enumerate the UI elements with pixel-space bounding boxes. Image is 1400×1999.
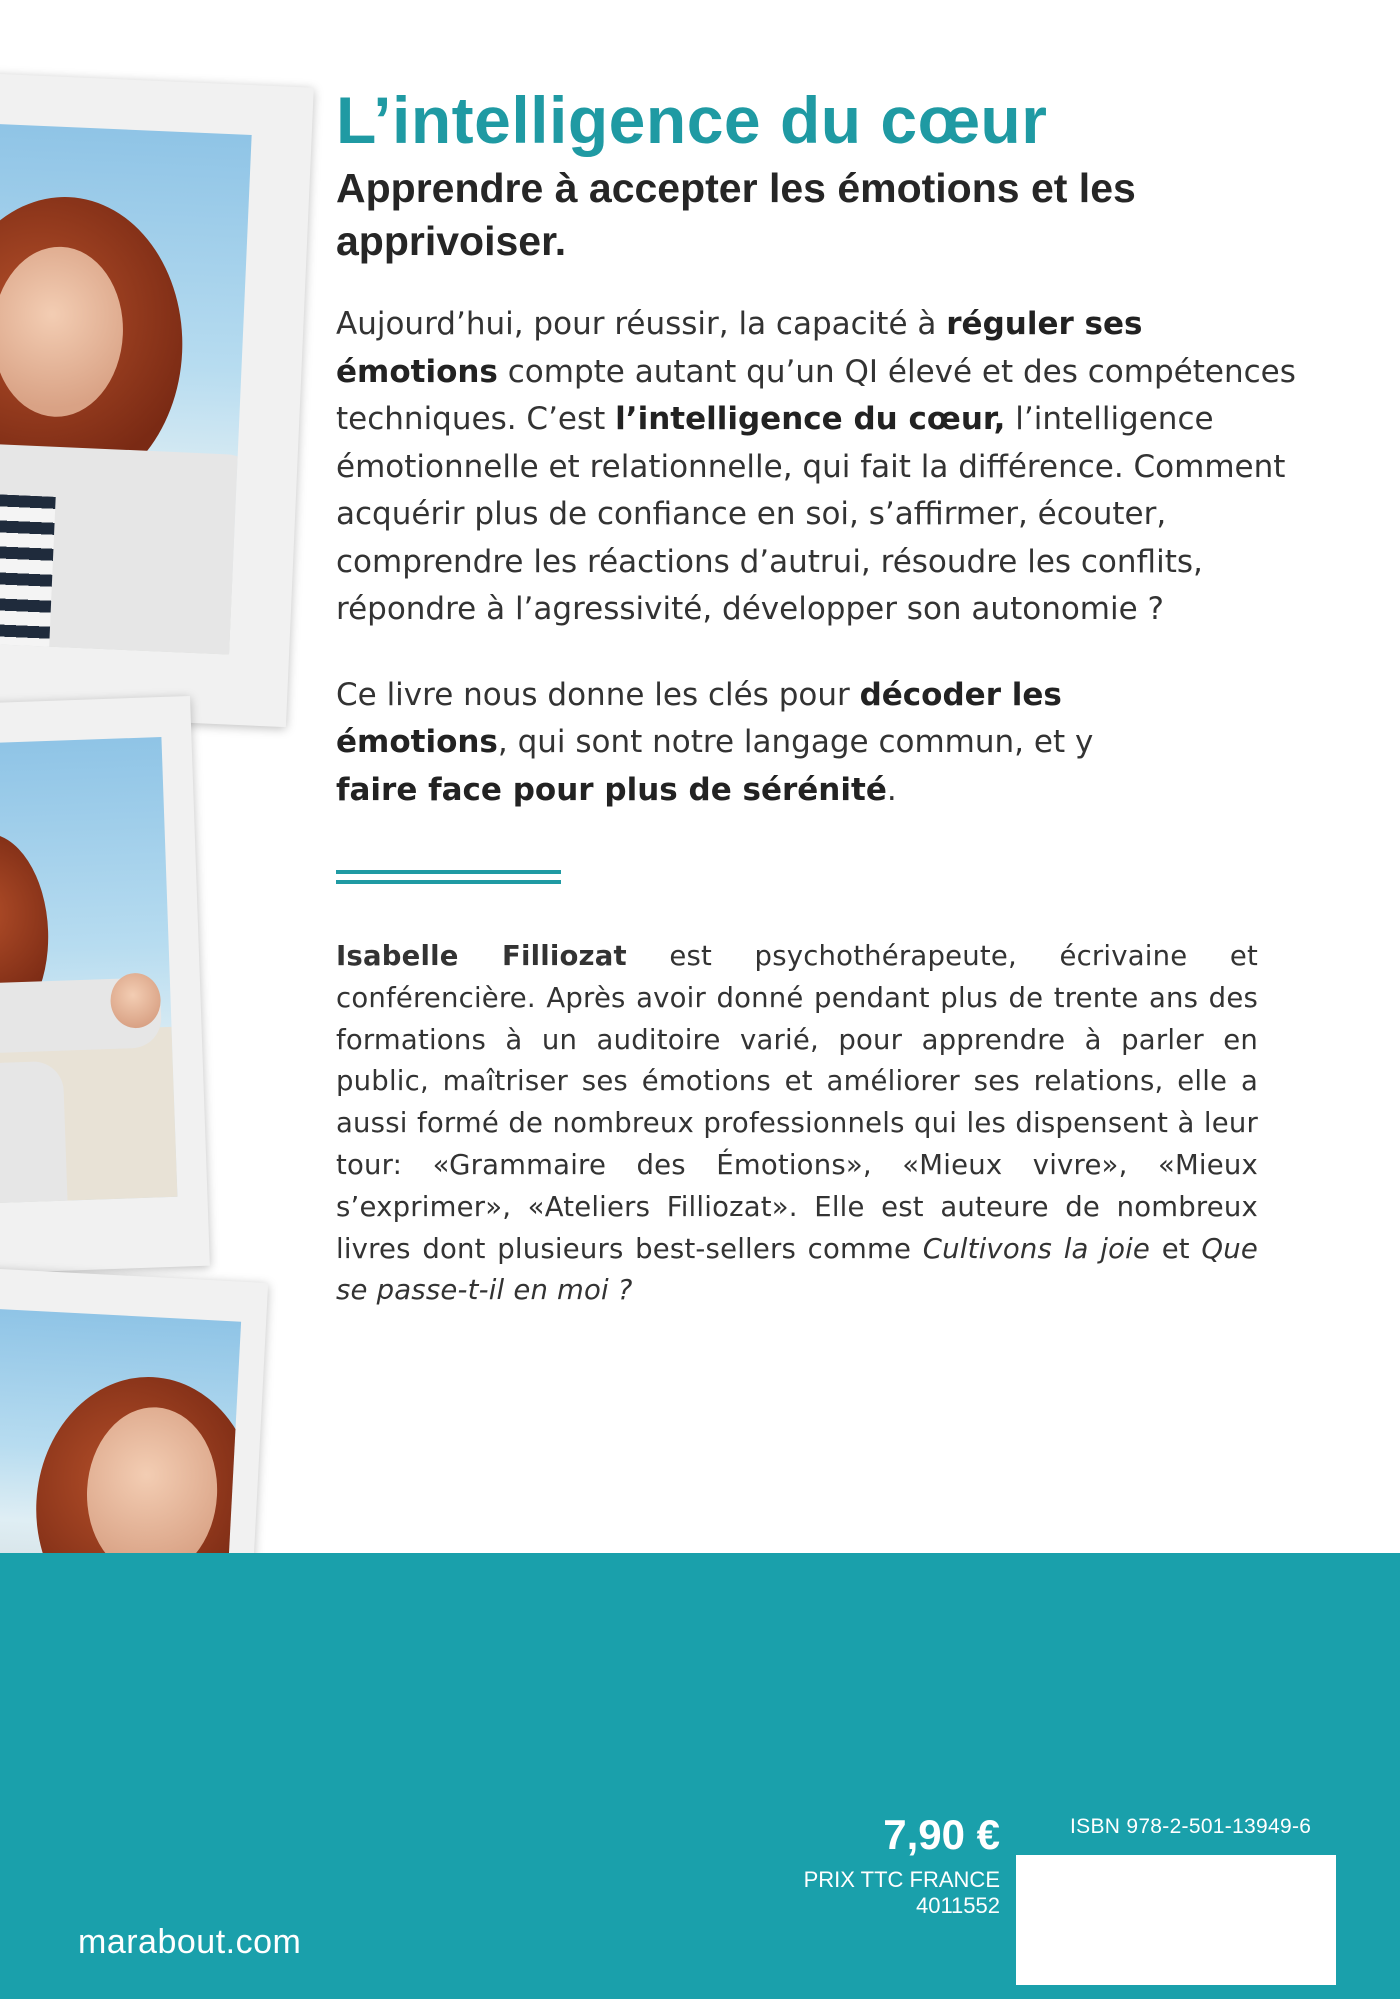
price-block [804,1809,1000,1919]
polaroid-photo-1 [0,73,314,727]
barcode-area [1016,1855,1336,1985]
smiling-woman-photo [0,124,252,655]
back-cover-text [336,78,1336,1340]
author-name: Isabelle Filliozat [336,940,627,972]
price-label: PRIX TTC FRANCE [803,1867,1000,1892]
book-subtitle: Apprendre à accepter les émotions et les apprivoiser. [336,165,1136,264]
book-title: L’intelligence du cœur [336,83,1048,157]
footer-band [0,1553,1400,1999]
book-reference: Cultivons la joie [922,1232,1151,1265]
author-bio: Isabelle Filliozat est psychothérapeute, écrivaine et conférencière. Après avoir donné pendant plus de trente ans des formations à un auditoire varié, pour apprendre à parler en public, maîtriser ses émotions et améliorer ses relations, elle a aussi formé de nombreux professionnels qui les dispensent à leur tour: «Grammaire des Émotions», «Mieux vivre», «Mieux s’exprimer», «Ateliers Filliozat». Elle est auteure de nombreux livres dont plusieurs best-sellers comme Cultivons la joie et Que se passe-t-il en moi ? [336,940,1259,1307]
outstretched-arms-photo [0,737,177,1203]
publisher-website[interactable]: marabout.com [78,1923,302,1961]
price-code: 4011552 [915,1893,1000,1918]
book-summary-paragraph: Ce livre nous donne les clés pour décoder les émotions, qui sont notre langage commun, et y faire face pour plus de sérénité. [336,676,1094,808]
double-divider [336,870,561,884]
isbn: ISBN 978-2-501-13949-6 [1070,1815,1312,1838]
price: 7,90 € [883,1811,1000,1858]
polaroid-photo-2 [0,696,210,1274]
book-reference: Que se passe-t-il en moi ? [336,1232,1259,1307]
intro-paragraph: Aujourd’hui, pour réussir, la capacité à réguler ses émotions compte autant qu’un QI élevé et des compétences techniques. C’est l’intelligence du cœur, l’intelligence émotionnelle et relationnelle, qui fait la différence. Comment acquérir plus de confiance en soi, s’affirmer, écouter, comprendre les réactions d’autrui, résoudre les conflits, répondre à l’agressivité, développer son autonomie ? [336,306,1296,627]
